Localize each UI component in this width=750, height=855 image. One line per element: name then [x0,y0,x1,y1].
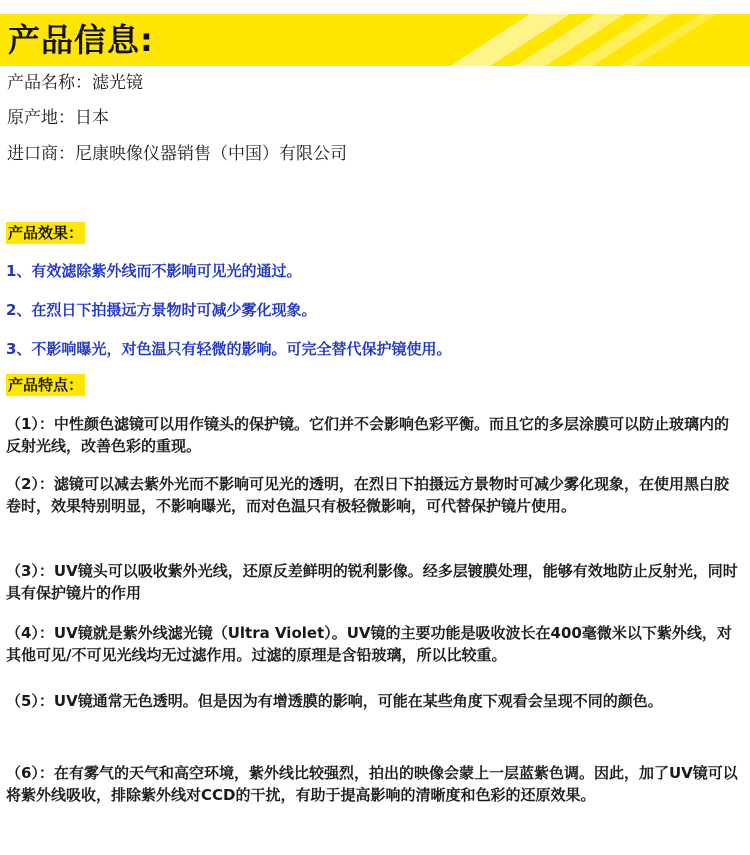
product-importer: 进口商：尼康映像仪器销售（中国）有限公司 [7,144,347,164]
feature-item: （1）：中性颜色滤镜可以用作镜头的保护镜。它们并不会影响色彩平衡。而且它的多层涂膜可以防止玻璃内的反射光线，改善色彩的重现。 [6,415,729,455]
feature-item: （6）：在有雾气的天气和高空环境，紫外线比较强烈，拍出的映像会蒙上一层蓝紫色调。因此，加了UV镜可以将紫外线吸收，排除紫外线对CCD的干扰，有助于提高影响的清晰度和色彩的还原效果。 [6,764,738,804]
features-heading: 产品特点： [8,376,84,394]
header-banner [0,14,750,66]
feature-item: （5）：UV镜通常无色透明。但是因为有增透膜的影响，可能在某些角度下观看会呈现不同的颜色。 [6,692,663,710]
product-origin: 原产地：日本 [7,108,109,128]
feature-item: （4）：UV镜就是紫外线滤光镜（Ultra Violet）。UV镜的主要功能是吸收波长在400毫微米以下紫外线，对其他可见/不可见光线均无过滤作用。过滤的原理是含铅玻璃，所以比较重。 [6,624,732,664]
effects-heading: 产品效果： [8,224,84,242]
feature-item: （2）：滤镜可以减去紫外光而不影响可见光的透明，在烈日下拍摄远方景物时可减少雾化现象，在使用黑白胶卷时，效果特别明显，不影响曝光，而对色温只有极轻微影响，可代替保护镜片使用。 [6,475,729,515]
effect-item: 1、有效滤除紫外线而不影响可见光的通过。 [6,262,302,280]
feature-item: （3）：UV镜头可以吸收紫外光线，还原反差鲜明的锐利影像。经多层镀膜处理，能够有效地防止反射光，同时具有保护镜片的作用 [6,562,738,602]
banner-stripes-decoration [420,14,750,66]
page-title: 产品信息: [8,21,154,59]
product-name: 产品名称：滤光镜 [7,73,143,93]
effect-item: 2、在烈日下拍摄远方景物时可减少雾化现象。 [6,301,317,319]
effect-item: 3、不影响曝光，对色温只有轻微的影响。可完全替代保护镜使用。 [6,340,452,358]
